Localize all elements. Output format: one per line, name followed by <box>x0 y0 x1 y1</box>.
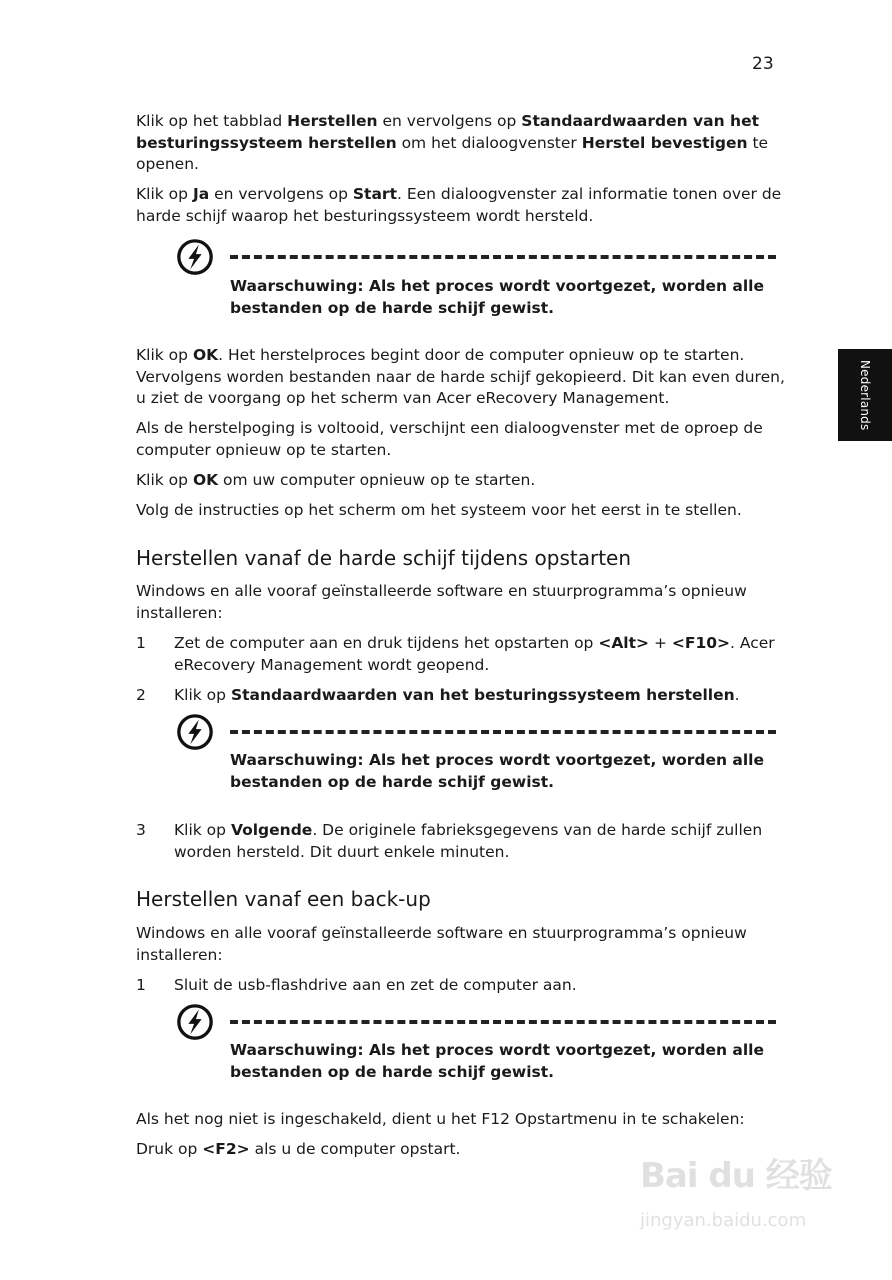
step-item: Klik op Volgende. De originele fabrieksgegevens van de harde schijf zullen worden hersteld. Dit duurt enkele minuten. <box>174 821 763 861</box>
paragraph-ok-restart: Klik op OK. Het herstelproces begint door de computer opnieuw op te starten. Vervolgens worden bestanden naar de harde schijf gekopieerd. Dit kan even duren, u ziet de voorgang op het scherm van Acer eRecovery Management. <box>136 346 785 407</box>
warning-text: Waarschuwing: Als het proces wordt voortgezet, worden alle bestanden op de harde schijf gewist. <box>230 277 764 317</box>
baidu-watermark <box>640 1148 850 1248</box>
warning-divider <box>230 730 776 734</box>
step-number: 2 <box>136 686 146 704</box>
warning-lightning-icon <box>176 238 214 276</box>
paragraph-completed: Als de herstelpoging is voltooid, verschijnt een dialoogvenster met de oproep de computer opnieuw op te starten. <box>136 419 763 459</box>
warning-text: Waarschuwing: Als het proces wordt voortgezet, worden alle bestanden op de harde schijf gewist. <box>230 1041 764 1081</box>
paragraph-instructions: Volg de instructies op het scherm om het systeem voor het eerst in te stellen. <box>136 501 742 519</box>
language-side-tab-label: Nederlands <box>858 359 872 431</box>
step-item: Sluit de usb-flashdrive aan en zet de computer aan. <box>174 976 577 994</box>
paragraph-f12: Als het nog niet is ingeschakeld, dient u het F12 Opstartmenu in te schakelen: <box>136 1110 745 1128</box>
step-item: Klik op Standaardwaarden van het besturingssysteem herstellen. <box>174 686 740 704</box>
page-number: 23 <box>752 54 774 74</box>
warning-divider <box>230 255 776 259</box>
step-number: 3 <box>136 821 146 839</box>
step-number: 1 <box>136 634 146 652</box>
language-side-tab <box>838 349 892 441</box>
step-item: Zet de computer aan en druk tijdens het opstarten op <Alt> + <F10>. Acer eRecovery Management wordt geopend. <box>174 634 775 674</box>
step-number: 1 <box>136 976 146 994</box>
warning-text: Waarschuwing: Als het proces wordt voortgezet, worden alle bestanden op de harde schijf gewist. <box>230 751 764 791</box>
section-intro-1: Windows en alle vooraf geïnstalleerde software en stuurprogramma’s opnieuw installeren: <box>136 582 747 622</box>
watermark-url: jingyan.baidu.com <box>640 1210 807 1231</box>
warning-lightning-icon <box>176 713 214 751</box>
paragraph-ja-start: Klik op Ja en vervolgens op Start. Een dialoogvenster zal informatie tonen over de harde schijf waarop het besturingssysteem wordt hersteld. <box>136 185 782 225</box>
warning-divider <box>230 1020 776 1024</box>
section-heading-back-up: Herstellen vanaf een back-up <box>136 887 431 911</box>
watermark-logo: Bai du 经验 <box>640 1156 832 1196</box>
paragraph-f2: Druk op <F2> als u de computer opstart. <box>136 1140 461 1158</box>
section-intro-2: Windows en alle vooraf geïnstalleerde software en stuurprogramma’s opnieuw installeren: <box>136 924 747 964</box>
paragraph-herstellen-tab: Klik op het tabblad Herstellen en vervolgens op Standaardwaarden van het besturingssysteem herstellen om het dialoogvenster Herstel bevestigen te openen. <box>136 112 769 173</box>
warning-lightning-icon <box>176 1003 214 1041</box>
paragraph-ok: Klik op OK om uw computer opnieuw op te starten. <box>136 471 536 489</box>
section-heading-harde-schijf: Herstellen vanaf de harde schijf tijdens opstarten <box>136 546 632 570</box>
